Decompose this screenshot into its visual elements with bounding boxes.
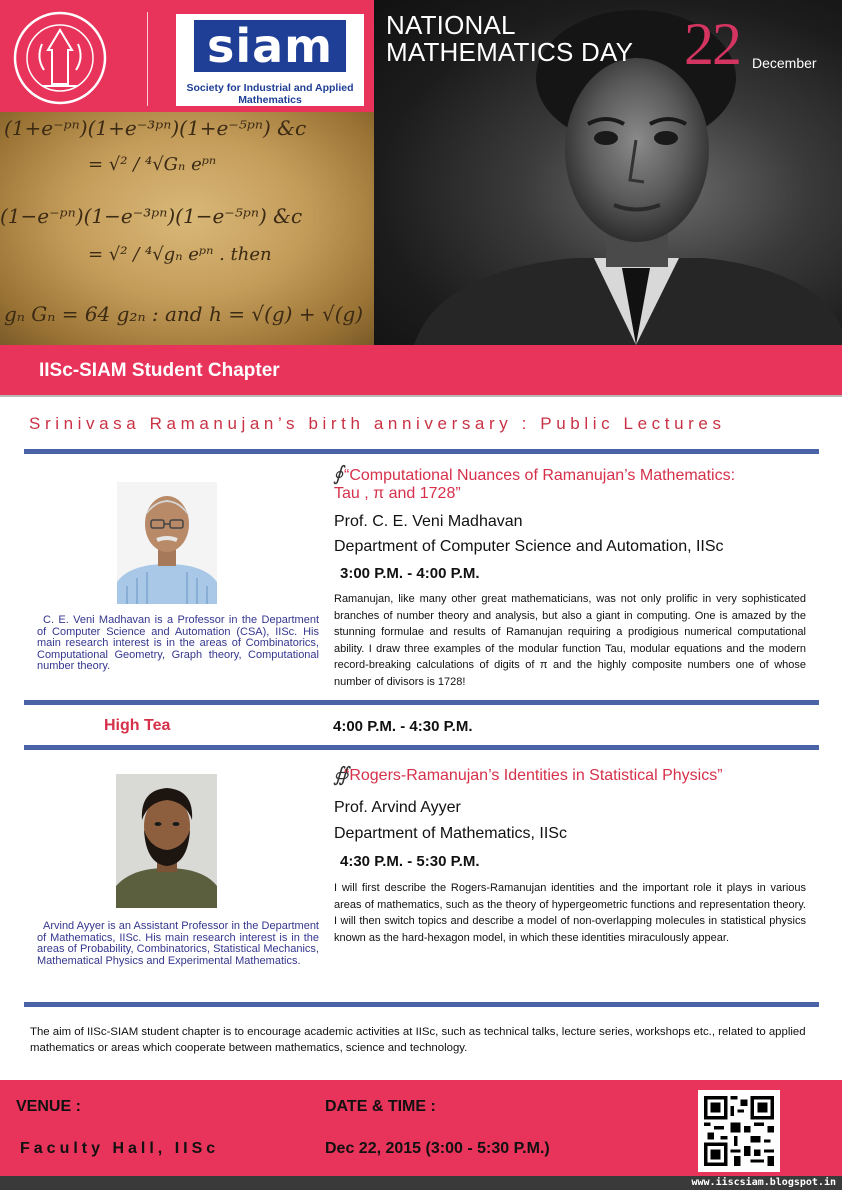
speaker-name: Prof. C. E. Veni Madhavan: [334, 513, 523, 530]
siam-logo: [176, 14, 364, 106]
chapter-name: IISc-SIAM Student Chapter: [39, 360, 280, 381]
venue-label: VENUE :: [16, 1098, 81, 1115]
footer-bar: [0, 1080, 842, 1176]
manuscript-line: gₙ Gₙ = 64 g₂ₙ : and h = √(g) + √(g): [4, 302, 364, 326]
datetime-value: Dec 22, 2015 (3:00 - 5:30 P.M.): [325, 1140, 550, 1157]
section-divider: [24, 745, 819, 750]
speaker-bio: C. E. Veni Madhavan is a Professor in the Department of Computer Science and Automation (CSA), IISc. His main research interest is in the areas of Combinatorics, Computational Geometry, Graph theory, Computational number theory.: [37, 614, 319, 672]
section-divider: [24, 1002, 819, 1007]
talk-abstract: I will first describe the Rogers-Ramanujan identities and the important role it plays in various areas of mathematics, such as the theory of hypergeometric functions and representation theory. I will then switch topics and describe a model of non-overlapping molecules in statistical physics known as the hard-hexagon model, in which these identities miraculously appear.: [334, 882, 806, 944]
break-label: High Tea: [104, 717, 171, 734]
talk-title: [344, 767, 814, 785]
iisc-seal-icon: [12, 10, 108, 106]
talk-time: 4:30 P.M. - 5:30 P.M.: [340, 853, 480, 870]
section-divider: [24, 700, 819, 705]
event-title-line1: NATIONAL: [386, 10, 516, 40]
talk-abstract: Ramanujan, like many other great mathematicians, was not only prolific in very sophisticated branches of number theory and analysis, but also a giant in computing. One is amazed by the stunning formulae and results of Ramanujan requiring a prodigious numerical computational ability. I draw three examples of the modular function Tau, modular equations and the modern record-breaking calculations of digits of π and the highly composite numbers one of whose number of divisors is 1728!: [334, 593, 806, 688]
double-contour-integral-icon: ∯: [333, 762, 349, 786]
manuscript-line: (1+e⁻ᵖⁿ)(1+e⁻³ᵖⁿ)(1+e⁻⁵ᵖⁿ) &c: [4, 116, 307, 140]
ramanujan-manuscript-image: [0, 112, 374, 345]
chapter-bar: [0, 345, 842, 397]
manuscript-line: (1−e⁻ᵖⁿ)(1−e⁻³ᵖⁿ)(1−e⁻⁵ᵖⁿ) &c: [0, 204, 303, 228]
event-date-day: 22: [684, 11, 740, 77]
qr-code-icon[interactable]: [698, 1090, 780, 1172]
chapter-aim: The aim of IISc-SIAM student chapter is to encourage academic activities at IISc, such as technical talks, lecture series, workshops etc., related to applied mathematics or areas which cooperate between mathematics, science and technology.: [30, 1026, 806, 1054]
qr-code-pattern: [704, 1096, 774, 1166]
page-subtitle: Srinivasa Ramanujan’s birth anniversary : Public Lectures: [29, 414, 726, 433]
header-divider: [147, 12, 148, 106]
siam-tagline: Society for Industrial and Applied Mathematics: [186, 82, 354, 106]
manuscript-line: = √² / ⁴√gₙ eᵖⁿ . then: [88, 244, 272, 265]
siam-wordmark: siam: [194, 20, 346, 72]
header-banner: [0, 0, 842, 345]
section-divider: [24, 449, 819, 454]
speaker-name: Prof. Arvind Ayyer: [334, 799, 461, 816]
contour-integral-icon: ∮: [333, 461, 344, 485]
talk-title: [334, 467, 814, 503]
manuscript-line: = √² / ⁴√Gₙ eᵖⁿ: [88, 154, 217, 175]
talk-time: 3:00 P.M. - 4:00 P.M.: [340, 565, 480, 582]
speaker-department: Department of Mathematics, IISc: [334, 825, 567, 842]
speaker-photo-ayyer: [116, 774, 217, 908]
event-title: [386, 12, 633, 66]
speaker-department: Department of Computer Science and Automation, IISc: [334, 538, 724, 555]
venue-value: Faculty Hall, IISc: [20, 1140, 220, 1157]
event-date-month: December: [752, 55, 817, 71]
speaker-bio: Arvind Ayyer is an Assistant Professor in the Department of Mathematics, IISc. His main research interest is in the areas of Probability, Combinatorics, Statistical Mechanics, Mathematical Physics and Experimental Mathematics.: [37, 920, 319, 967]
talk-title-line1: “Computational Nuances of Ramanujan’s Mathematics:: [344, 467, 736, 484]
datetime-label: DATE & TIME :: [325, 1098, 436, 1115]
event-title-line2: MATHEMATICS DAY: [386, 37, 634, 67]
talk-title-line2: Tau , π and 1728”: [334, 485, 461, 502]
break-time: 4:00 P.M. - 4:30 P.M.: [333, 718, 473, 735]
talk-title-line1: “Rogers-Ramanujan’s Identities in Statistical Physics”: [344, 767, 723, 784]
speaker-photo-madhavan: [117, 482, 217, 604]
blog-url[interactable]: www.iiscsiam.blogspot.in: [691, 1177, 836, 1188]
